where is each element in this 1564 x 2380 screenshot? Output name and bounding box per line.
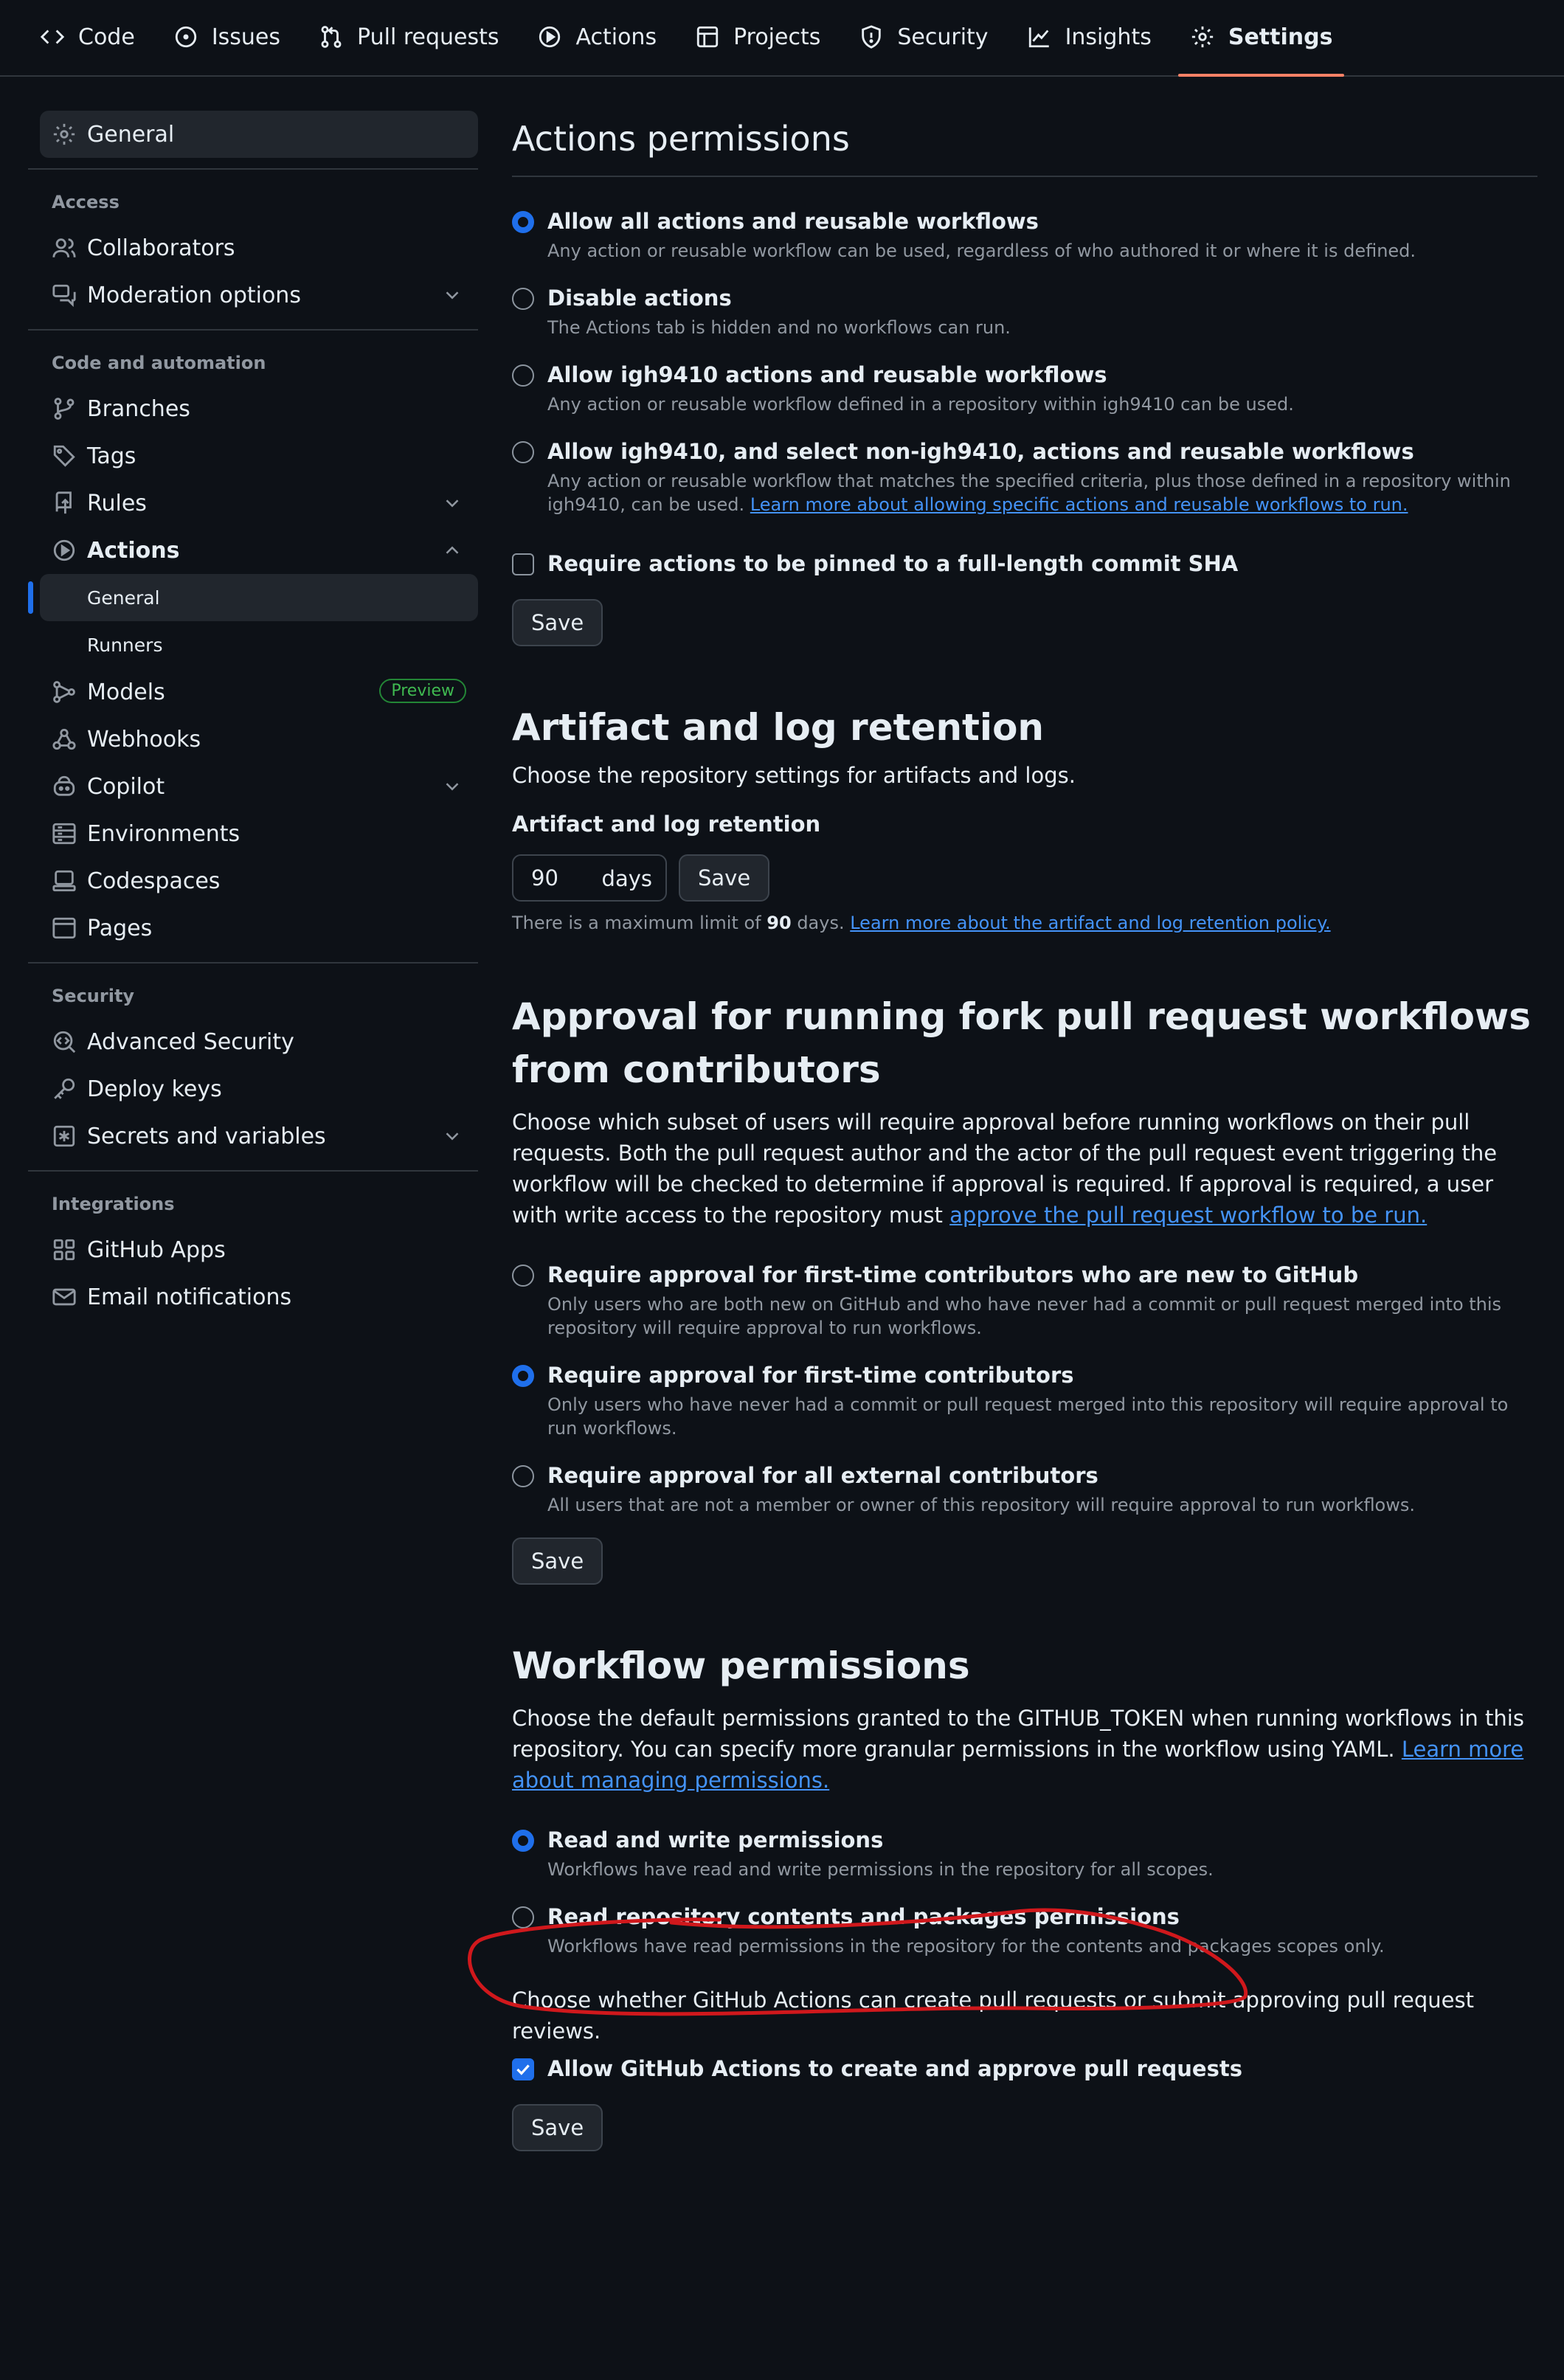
server-icon xyxy=(52,821,77,846)
option-description xyxy=(547,469,1537,516)
sidebar-item-general[interactable] xyxy=(40,111,478,158)
tag-icon xyxy=(52,443,77,468)
tab-label: Pull requests xyxy=(357,24,499,50)
comment-discussion-icon xyxy=(52,283,77,308)
sidebar-item-copilot[interactable] xyxy=(28,763,478,810)
sidebar-item-branches[interactable] xyxy=(28,385,478,432)
pull-request-icon xyxy=(319,24,344,49)
tab-label: Settings xyxy=(1228,24,1333,50)
radio-new-to-github[interactable] xyxy=(512,1260,1537,1340)
sidebar-divider xyxy=(28,168,478,170)
copilot-icon xyxy=(52,774,77,799)
radio-first-time[interactable] xyxy=(512,1360,1537,1440)
sidebar-item-label: Deploy keys xyxy=(87,1076,222,1102)
option-title: Read repository contents and packages permissions xyxy=(547,1904,1180,1929)
asterisk-icon xyxy=(52,1124,77,1149)
sidebar-divider xyxy=(28,329,478,331)
approve-workflow-link[interactable]: approve the pull request workflow to be run. xyxy=(949,1203,1428,1228)
code-icon xyxy=(40,24,65,49)
learn-more-link[interactable]: Learn more about the artifact and log retention policy. xyxy=(850,913,1331,933)
mail-icon xyxy=(52,1284,77,1310)
sidebar-item-label: Pages xyxy=(87,915,153,941)
sidebar-item-label: General xyxy=(87,587,160,609)
table-icon xyxy=(695,24,720,49)
option-title: Allow igh9410 actions and reusable workflows xyxy=(547,362,1107,387)
chevron-down-icon[interactable] xyxy=(441,284,463,306)
sidebar-item-email-notifications[interactable] xyxy=(28,1273,478,1321)
option-description: Any action or reusable workflow defined in a repository within igh9410 can be used. xyxy=(547,394,1294,415)
sidebar-item-label: Models xyxy=(87,679,165,705)
sidebar-item-label: Rules xyxy=(87,490,147,516)
sidebar-item-label: Advanced Security xyxy=(87,1028,294,1055)
option-title: Allow all actions and reusable workflows xyxy=(547,209,1039,234)
tab-insights[interactable] xyxy=(1015,0,1163,75)
sidebar-item-secrets[interactable] xyxy=(28,1113,478,1160)
section-description xyxy=(512,1107,1537,1231)
repo-push-icon xyxy=(52,491,77,516)
save-button[interactable]: Save xyxy=(512,2104,603,2151)
sidebar-item-environments[interactable] xyxy=(28,810,478,857)
sidebar-item-label: Branches xyxy=(87,395,190,422)
sidebar-item-deploy-keys[interactable] xyxy=(28,1065,478,1113)
sidebar-item-rules[interactable] xyxy=(28,480,478,527)
section-title-workflow: Workflow permissions xyxy=(512,1644,970,1687)
sidebar-heading-access: Access xyxy=(52,192,120,212)
input-value: 90 xyxy=(531,865,558,890)
pr-question: Choose whether GitHub Actions can create pull requests or submit approving pull request reviews. xyxy=(512,1988,1474,2044)
radio-allow-owner-actions[interactable] xyxy=(512,360,1537,416)
sidebar-heading-code: Code and automation xyxy=(52,353,266,373)
section-description xyxy=(512,1703,1537,1796)
check-icon xyxy=(513,2060,533,2079)
chevron-down-icon[interactable] xyxy=(441,1125,463,1147)
save-button[interactable]: Save xyxy=(512,1537,603,1585)
radio-button[interactable] xyxy=(512,1465,534,1487)
section-title-actions-permissions: Actions permissions xyxy=(512,119,850,159)
field-label: Artifact and log retention xyxy=(512,812,821,837)
description-text: Choose which subset of users will require approval before running workflows on their pull requests. Both the pull request author and the actor of the pull request event triggering the workflow will be checked to determine if approval is required. If approval is required, a user with write access to the repository must xyxy=(512,1110,1498,1228)
radio-disable-actions[interactable] xyxy=(512,283,1537,339)
sidebar-item-models[interactable] xyxy=(28,668,478,716)
play-icon xyxy=(537,24,562,49)
webhook-icon xyxy=(52,727,77,752)
sidebar-item-label: Environments xyxy=(87,820,241,847)
tab-label: Code xyxy=(78,24,135,50)
radio-allow-all[interactable] xyxy=(512,207,1537,263)
save-button[interactable]: Save xyxy=(512,599,603,646)
save-button[interactable]: Save xyxy=(679,854,769,902)
option-description-text: Any action or reusable workflow that matches the specified criteria, plus those defined in a repository within igh9410, can be used. xyxy=(547,471,1511,515)
sidebar-item-label: GitHub Apps xyxy=(87,1236,226,1263)
option-title: Require approval for first-time contributors who are new to GitHub xyxy=(547,1262,1359,1287)
sidebar-item-label: Collaborators xyxy=(87,235,235,261)
browser-icon xyxy=(52,916,77,941)
tab-pull-requests[interactable] xyxy=(307,0,511,75)
note-text: days. xyxy=(797,913,845,933)
tab-label: Actions xyxy=(575,24,657,50)
sidebar-heading-integrations: Integrations xyxy=(52,1194,175,1214)
option-description: Any action or reusable workflow can be used, regardless of who authored it or where it is defined. xyxy=(547,241,1416,261)
preview-badge: Preview xyxy=(379,679,466,703)
option-title: Require actions to be pinned to a full-length commit SHA xyxy=(547,551,1239,576)
sidebar-item-label: Copilot xyxy=(87,773,165,800)
codescan-icon xyxy=(52,1029,77,1054)
radio-button[interactable] xyxy=(512,1365,534,1387)
issue-icon xyxy=(173,24,198,49)
option-title: Require approval for first-time contributors xyxy=(547,1363,1074,1388)
tab-label: Insights xyxy=(1065,24,1152,50)
annotation-ellipse xyxy=(465,1896,1269,2021)
option-description: Workflows have read and write permissions in the repository for all scopes. xyxy=(547,1859,1214,1880)
repo-nav xyxy=(0,0,1564,77)
option-description: Only users who have never had a commit or pull request merged into this repository will require approval to run workflows. xyxy=(547,1394,1509,1439)
note-limit: 90 xyxy=(767,913,792,933)
gear-icon xyxy=(52,122,77,147)
key-icon xyxy=(52,1076,77,1101)
retention-days-input[interactable] xyxy=(512,854,667,902)
radio-all-external[interactable] xyxy=(512,1461,1537,1517)
chevron-down-icon[interactable] xyxy=(441,775,463,798)
checkbox[interactable] xyxy=(512,2058,534,2080)
input-unit: days xyxy=(601,866,652,891)
section-description: Choose the repository settings for artifacts and logs. xyxy=(512,763,1076,788)
people-icon xyxy=(52,235,77,260)
divider xyxy=(512,176,1537,177)
sidebar-item-codespaces[interactable] xyxy=(28,857,478,904)
sidebar-item-tags[interactable] xyxy=(28,432,478,480)
tab-actions[interactable] xyxy=(525,0,668,75)
sidebar-item-github-apps[interactable] xyxy=(28,1226,478,1273)
sidebar-item-label: Actions xyxy=(87,537,180,564)
sidebar-divider xyxy=(28,1170,478,1172)
section-title-approval: Approval for running fork pull request workflows from contributors xyxy=(512,995,1531,1091)
sidebar-item-webhooks[interactable] xyxy=(28,716,478,763)
apps-icon xyxy=(52,1237,77,1262)
sidebar-subitem-actions-general[interactable] xyxy=(40,574,478,621)
tab-security[interactable] xyxy=(847,0,1000,75)
sidebar-item-label: Tags xyxy=(87,443,136,469)
section-title-artifact: Artifact and log retention xyxy=(512,706,1045,749)
workflow-icon xyxy=(52,679,77,705)
tab-projects[interactable] xyxy=(683,0,832,75)
tab-label: Issues xyxy=(211,24,281,50)
shield-icon xyxy=(859,24,884,49)
learn-more-link[interactable]: Learn more about allowing specific actions and reusable workflows to run. xyxy=(750,494,1408,515)
learn-more-link[interactable]: Learn more about managing permissions. xyxy=(512,1737,1524,1793)
checkbox[interactable] xyxy=(512,553,534,575)
option-description: All users that are not a member or owner of this repository will require approval to run workflows. xyxy=(547,1495,1415,1515)
play-icon xyxy=(52,538,77,563)
sidebar-item-label: General xyxy=(87,121,175,148)
description-text: Choose the default permissions granted to the GITHUB_TOKEN when running workflows in this repository. You can specify more granular permissions in the workflow using YAML. xyxy=(512,1706,1524,1762)
radio-button[interactable] xyxy=(512,288,534,310)
sidebar-subitem-runners[interactable] xyxy=(40,621,478,668)
codespaces-icon xyxy=(52,868,77,893)
sidebar-heading-security: Security xyxy=(52,986,135,1006)
sidebar-item-label: Codespaces xyxy=(87,868,221,894)
settings-sidebar xyxy=(28,111,478,1321)
radio-button[interactable] xyxy=(512,211,534,233)
radio-button[interactable] xyxy=(512,364,534,387)
sidebar-item-advanced-security[interactable] xyxy=(28,1018,478,1065)
option-description: The Actions tab is hidden and no workflows can run. xyxy=(547,317,1011,338)
option-title: Read and write permissions xyxy=(547,1827,884,1853)
option-description: Only users who are both new on GitHub and who have never had a commit or pull request merged into this repository will require approval to run workflows. xyxy=(547,1294,1502,1338)
chevron-up-icon[interactable] xyxy=(441,539,463,561)
sidebar-item-label: Moderation options xyxy=(87,282,301,308)
checkbox-allow-pr[interactable] xyxy=(512,2054,1537,2083)
tab-label: Projects xyxy=(733,24,821,50)
sidebar-divider xyxy=(28,962,478,964)
sidebar-item-label: Email notifications xyxy=(87,1284,292,1310)
option-title: Allow igh9410, and select non-igh9410, actions and reusable workflows xyxy=(547,439,1414,464)
option-title: Disable actions xyxy=(547,286,732,311)
tab-code[interactable] xyxy=(28,0,147,75)
sidebar-item-actions[interactable] xyxy=(28,527,478,574)
option-description: Workflows have read permissions in the repository for the contents and packages scopes only. xyxy=(547,1936,1385,1957)
branch-icon xyxy=(52,396,77,421)
note-text: There is a maximum limit of xyxy=(512,913,761,933)
sidebar-item-label: Secrets and variables xyxy=(87,1123,326,1149)
chevron-down-icon[interactable] xyxy=(441,492,463,514)
main-content xyxy=(512,111,1537,2151)
radio-button[interactable] xyxy=(512,1830,534,1852)
option-title: Require approval for all external contributors xyxy=(547,1463,1098,1488)
tab-label: Security xyxy=(897,24,989,50)
radio-button[interactable] xyxy=(512,441,534,463)
radio-read-write[interactable] xyxy=(512,1825,1537,1881)
gear-icon xyxy=(1190,24,1215,49)
sidebar-item-pages[interactable] xyxy=(28,904,478,952)
retention-note xyxy=(512,910,1537,935)
sidebar-item-label: Webhooks xyxy=(87,726,201,753)
checkbox-pin-sha[interactable] xyxy=(512,549,1537,578)
graph-icon xyxy=(1027,24,1052,49)
sidebar-item-label: Runners xyxy=(87,634,163,656)
radio-button[interactable] xyxy=(512,1265,534,1287)
sidebar-item-collaborators[interactable] xyxy=(28,224,478,271)
tab-issues[interactable] xyxy=(162,0,292,75)
option-title: Allow GitHub Actions to create and approve pull requests xyxy=(547,2056,1242,2081)
radio-allow-select-actions[interactable] xyxy=(512,437,1537,516)
tab-settings[interactable] xyxy=(1178,0,1345,75)
sidebar-item-moderation[interactable] xyxy=(28,271,478,319)
